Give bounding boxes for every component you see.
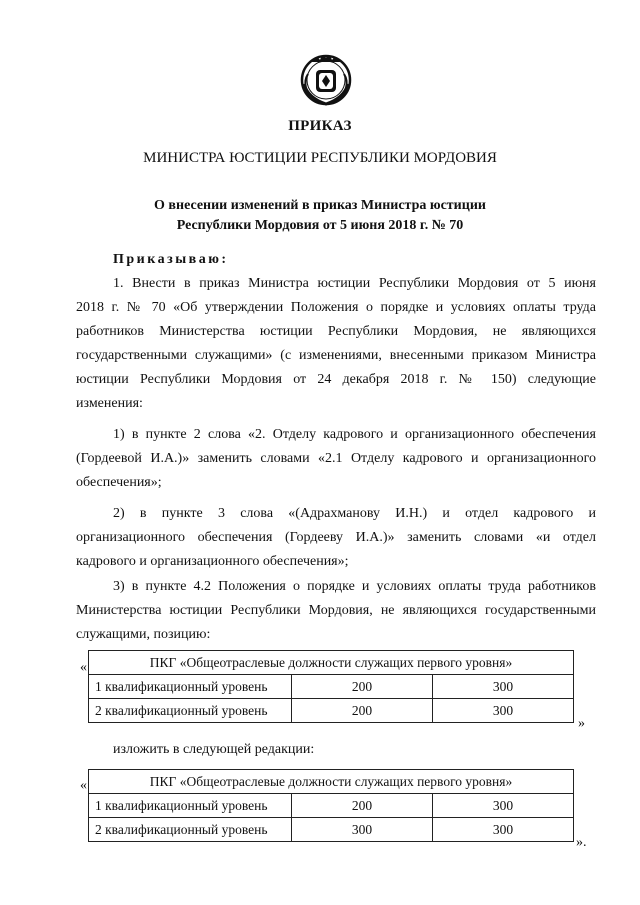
table-cell-value: 200 xyxy=(292,699,433,723)
body-line: 3) в пункте 4.2 Положения о порядке и условиях оплаты труда работников xyxy=(113,579,596,594)
old-position-table xyxy=(88,650,574,723)
table-cell-value: 300 xyxy=(433,699,574,723)
body-line: 2) в пункте 3 слова «(Адрахманову И.Н.) и отдел кадрового и xyxy=(113,506,596,521)
body-line: 1) в пункте 2 слова «2. Отделу кадрового и организационного обеспечения xyxy=(113,427,596,442)
body-line: юстиции Республики Мордовия от 24 декабря 2018 г. № 150) следующие xyxy=(76,372,596,387)
body-line: организационного обеспечения (Гордееву И.А.)» заменить словами «и отдел xyxy=(76,530,596,545)
table-row xyxy=(89,675,574,699)
table-cell-value: 300 xyxy=(433,818,574,842)
body-line: кадрового и организационного обеспечения»; xyxy=(76,554,349,569)
body-line: изменения: xyxy=(76,396,143,411)
table-close-quote: » xyxy=(578,716,585,731)
table-close-quote: ». xyxy=(576,835,587,850)
body-line: обеспечения»; xyxy=(76,475,162,490)
table-header-cell: ПКГ «Общеотраслевые должности служащих первого уровня» xyxy=(89,651,574,675)
table-cell-level: 2 квалификационный уровень xyxy=(89,699,292,723)
document-subtitle: МИНИСТРА ЮСТИЦИИ РЕСПУБЛИКИ МОРДОВИЯ xyxy=(143,150,497,166)
body-line: 1. Внести в приказ Министра юстиции Республики Мордовия от 5 июня xyxy=(113,276,596,291)
table-open-quote: « xyxy=(80,660,87,675)
document-title: ПРИКАЗ xyxy=(288,118,352,134)
table-cell-value: 300 xyxy=(292,818,433,842)
document-heading-line-1: О внесении изменений в приказ Министра юстиции xyxy=(154,198,486,213)
between-tables-text: изложить в следующей редакции: xyxy=(113,742,315,757)
table-cell-level: 2 квалификационный уровень xyxy=(89,818,292,842)
body-line: (Гордеевой И.А.)» заменить словами «2.1 Отделу кадрового и организационного xyxy=(76,451,596,466)
table-row xyxy=(89,794,574,818)
table-header-cell: ПКГ «Общеотраслевые должности служащих первого уровня» xyxy=(89,770,574,794)
table-cell-level: 1 квалификационный уровень xyxy=(89,675,292,699)
table-cell-value: 300 xyxy=(433,675,574,699)
table-row xyxy=(89,770,574,794)
new-position-table xyxy=(88,769,574,842)
body-line: Министерства юстиции Республики Мордовия, не являющихся государственными xyxy=(76,603,596,618)
table-cell-value: 300 xyxy=(433,794,574,818)
body-line: государственными служащими» (с изменениями, внесенными приказом Министра xyxy=(76,348,596,363)
table-cell-level: 1 квалификационный уровень xyxy=(89,794,292,818)
table-row xyxy=(89,651,574,675)
body-line: служащими, позицию: xyxy=(76,627,211,642)
document-heading-line-2: Республики Мордовия от 5 июня 2018 г. № 70 xyxy=(176,218,464,233)
table-row xyxy=(89,818,574,842)
table-open-quote: « xyxy=(80,778,87,793)
table-cell-value: 200 xyxy=(292,675,433,699)
table-row xyxy=(89,699,574,723)
table-cell-value: 200 xyxy=(292,794,433,818)
body-line: 2018 г. № 70 «Об утверждении Положения о порядке и условиях оплаты труда xyxy=(76,300,596,315)
order-word: Приказываю: xyxy=(113,252,229,267)
coat-of-arms-emblem xyxy=(298,50,354,106)
body-line: работников Министерства юстиции Республики Мордовия, не являющихся xyxy=(76,324,596,339)
